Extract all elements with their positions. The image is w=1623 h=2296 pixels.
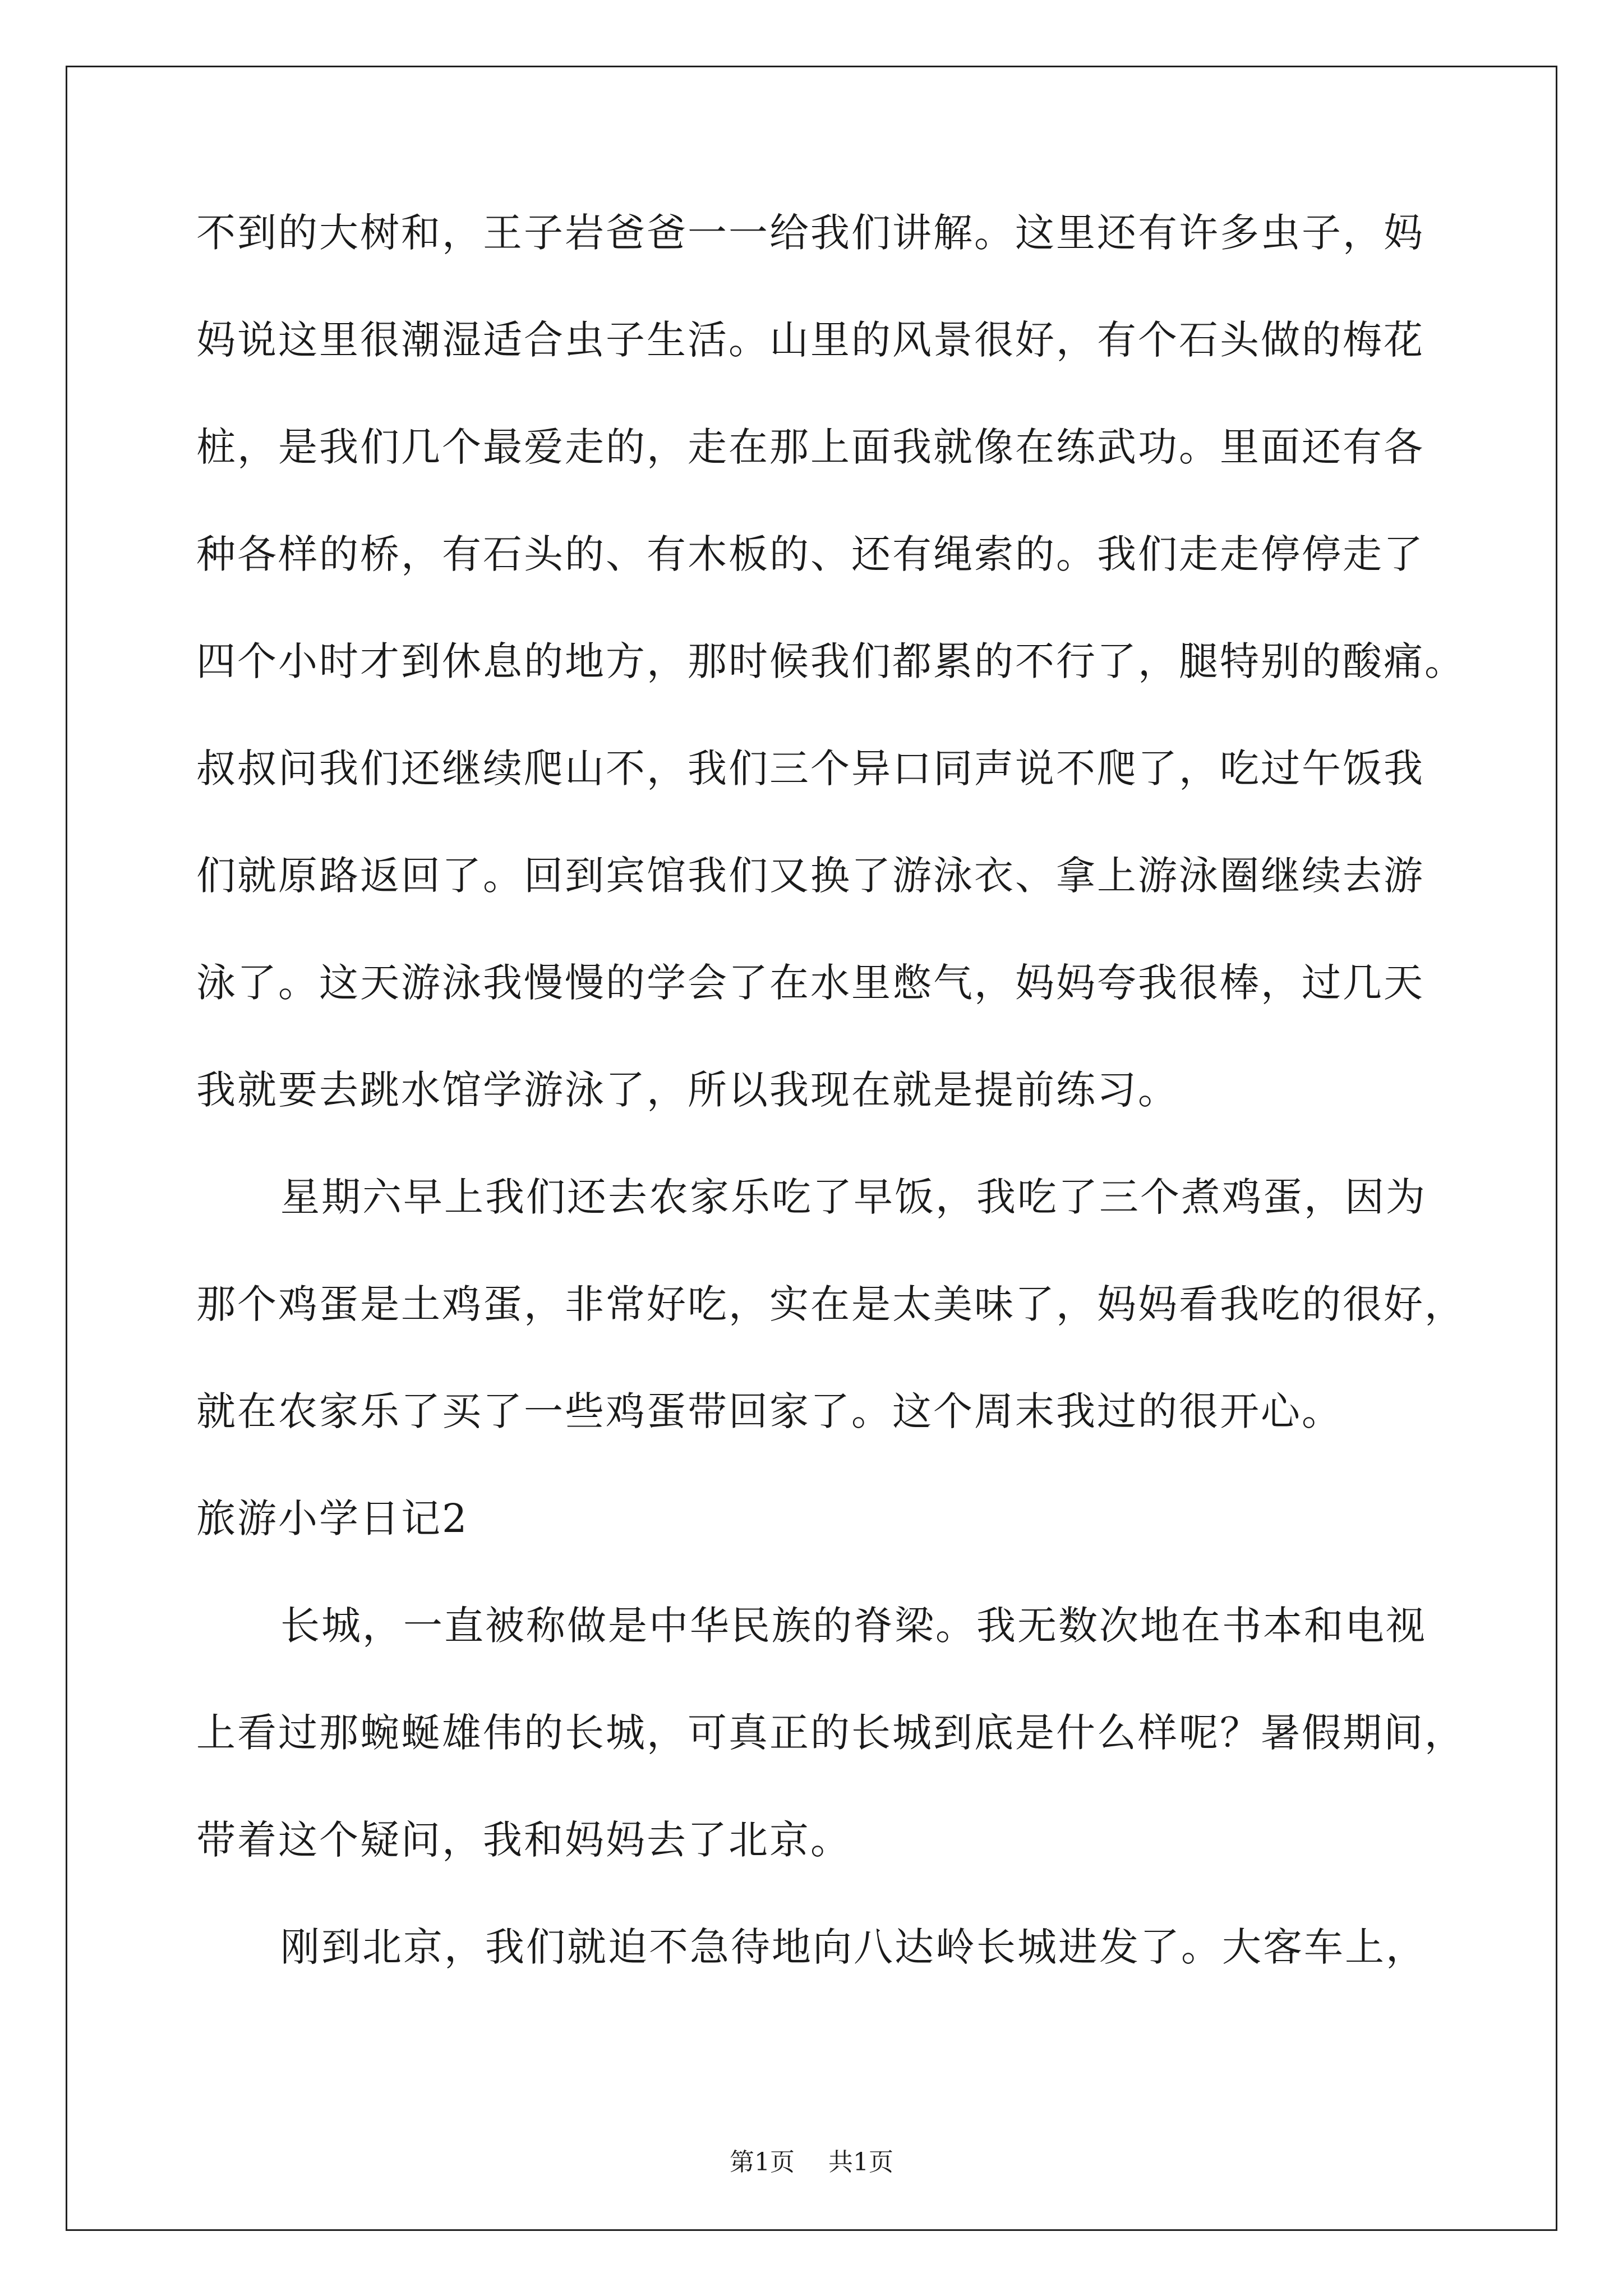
text-line: 那个鸡蛋是土鸡蛋，非常好吃，实在是太美味了，妈妈看我吃的很好， — [196, 1281, 1465, 1327]
text-line: 就在农家乐了买了一些鸡蛋带回家了。这个周末我过的很开心。 — [196, 1388, 1343, 1434]
text-line: 刚到北京，我们就迫不急待地向八达岭长城进发了。大客车上， — [280, 1924, 1427, 1970]
text-line: 星期六早上我们还去农家乐吃了早饭，我吃了三个煮鸡蛋，因为 — [280, 1174, 1427, 1220]
text-line: 不到的大树和，王子岩爸爸一一给我们讲解。这里还有许多虫子，妈 — [196, 210, 1424, 256]
text-line: 叔叔问我们还继续爬山不，我们三个异口同声说不爬了，吃过午饭我 — [196, 746, 1424, 792]
document-body — [196, 210, 1465, 2035]
text-line: 泳了。这天游泳我慢慢的学会了在水里憋气，妈妈夸我很棒，过几天 — [196, 960, 1424, 1006]
text-line: 四个小时才到休息的地方，那时候我们都累的不行了，腿特别的酸痛。 — [196, 638, 1465, 684]
text-line: 种各样的桥，有石头的、有木板的、还有绳索的。我们走走停停走了 — [196, 531, 1424, 577]
section-heading: 旅游小学日记2 — [196, 1496, 469, 1542]
page-number-current: 第1页 — [730, 2148, 795, 2177]
page-number-total: 共1页 — [828, 2148, 893, 2177]
text-line: 妈说这里很潮湿适合虫子生活。山里的风景很好，有个石头做的梅花 — [196, 317, 1424, 363]
text-line: 桩，是我们几个最爱走的，走在那上面我就像在练武功。里面还有各 — [196, 424, 1424, 470]
text-line: 我就要去跳水馆学游泳了，所以我现在就是提前练习。 — [196, 1067, 1179, 1113]
text-line: 们就原路返回了。回到宾馆我们又换了游泳衣、拿上游泳圈继续去游 — [196, 853, 1424, 899]
text-line: 上看过那蜿蜒雄伟的长城，可真正的长城到底是什么样呢？暑假期间， — [196, 1710, 1465, 1756]
text-line: 带着这个疑问，我和妈妈去了北京。 — [196, 1817, 851, 1863]
text-line: 长城，一直被称做是中华民族的脊梁。我无数次地在书本和电视 — [280, 1603, 1427, 1649]
page-footer — [0, 2148, 1623, 2177]
